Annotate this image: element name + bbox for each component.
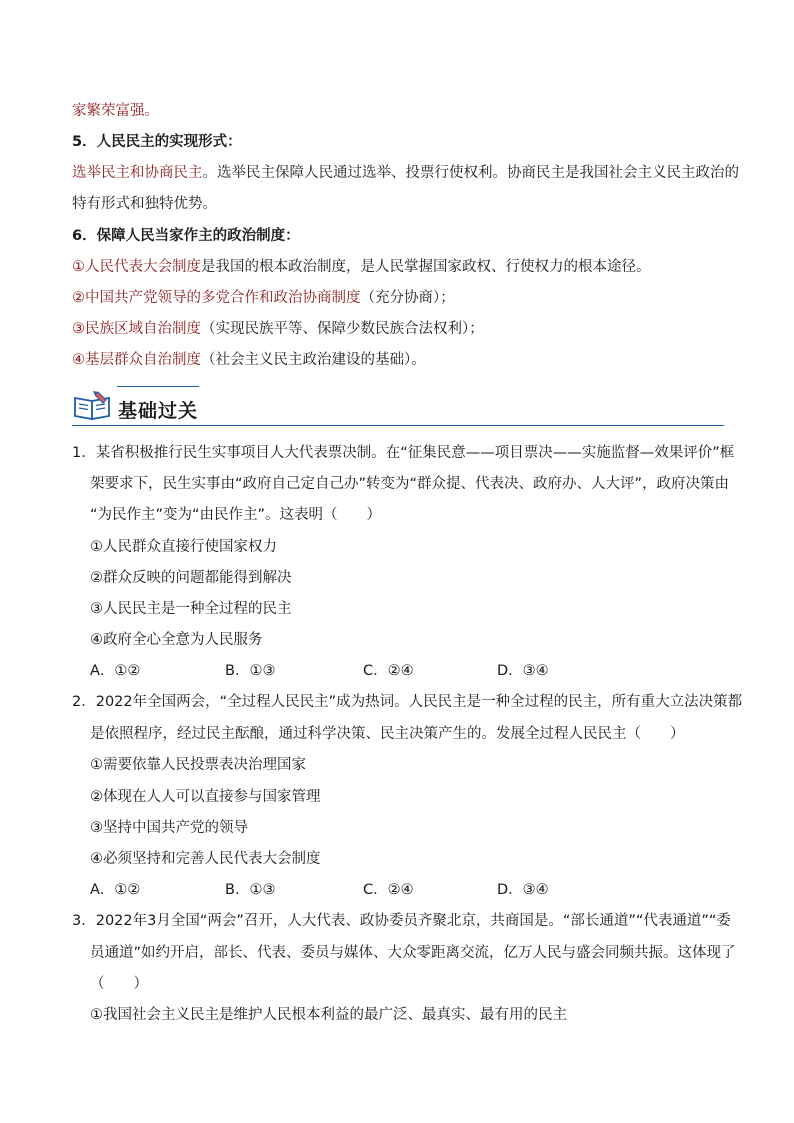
- statement: ④必须坚持和完善人民代表大会制度: [90, 851, 321, 867]
- question-2-stem: 2．2022年全国两会，“全过程人民民主”成为热词。人民民主是一种全过程的民主，所有重大立法决策都: [72, 694, 743, 710]
- system-item: [72, 350, 426, 370]
- paragraph-5-line2: 特有形式和独特优势。: [72, 196, 217, 212]
- option-c[interactable]: C．②④: [363, 882, 414, 898]
- question-1-stem: “为民作主”变为“由民作主”。这表明（ ）: [90, 507, 382, 523]
- system-item: [72, 288, 455, 308]
- option-c[interactable]: C．②④: [363, 663, 414, 679]
- statement: ①人民群众直接行使国家权力: [90, 539, 277, 555]
- body-text: （充分协商）；: [360, 290, 455, 306]
- body-text: （社会主义民主政治建设的基础）。: [201, 352, 426, 368]
- statement: ③坚持中国共产党的领导: [90, 820, 248, 836]
- statement: ③人民民主是一种全过程的民主: [90, 601, 292, 617]
- section-title: 基础过关: [118, 400, 199, 422]
- option-d[interactable]: D．③④: [497, 663, 549, 679]
- option-b[interactable]: B．①③: [225, 882, 276, 898]
- section-divider: [72, 425, 724, 426]
- heading-5: 5．人民民主的实现形式：: [72, 134, 242, 150]
- statement: ④政府全心全意为人民服务: [90, 632, 263, 648]
- system-item: [72, 257, 651, 277]
- option-b[interactable]: B．①③: [225, 663, 276, 679]
- highlight-text: ④基层群众自治制度: [72, 352, 201, 368]
- question-3-stem: 3．2022年3月全国“两会”召开，人大代表、政协委员齐聚北京，共商国是。“部长通道”“代表通道”“委: [72, 913, 731, 929]
- option-a[interactable]: A．①②: [90, 663, 141, 679]
- body-text: 是我国的根本政治制度，是人民掌握国家政权、行使权力的根本途径。: [201, 259, 651, 275]
- question-3-stem: 员通道”如约开启，部长、代表、委员与媒体、大众零距离交流，亿万人民与盛会同频共振。这体现了: [90, 945, 736, 961]
- highlight-text: ③民族区域自治制度: [72, 321, 201, 337]
- highlight-text: ②中国共产党领导的多党合作和政治协商制度: [72, 290, 361, 306]
- statement: ②体现在人人可以直接参与国家管理: [90, 789, 321, 805]
- option-a[interactable]: A．①②: [90, 882, 141, 898]
- highlight-text: 选举民主和协商民主: [72, 165, 203, 181]
- question-1-stem: 1．某省积极推行民生实事项目人大代表票决制。在“征集民意——项目票决——实施监督—效果评价”框: [72, 445, 735, 461]
- paragraph-5: [72, 163, 739, 183]
- text-line: 家繁荣富强。: [72, 103, 159, 119]
- section-top-rule: [117, 386, 199, 387]
- question-2-stem: 是依照程序，经过民主酝酿，通过科学决策、民主决策产生的。发展全过程人民民主（ ）: [90, 726, 685, 742]
- heading-6: 6．保障人民当家作主的政治制度：: [72, 228, 300, 244]
- body-text: （实现民族平等、保障少数民族合法权利）；: [201, 321, 484, 337]
- book-pen-icon: [72, 388, 114, 422]
- statement: ②群众反映的问题都能得到解决: [90, 570, 292, 586]
- statement: ①我国社会主义民主是维护人民根本利益的最广泛、最真实、最有用的民主: [90, 1007, 567, 1023]
- statement: ①需要依靠人民投票表决治理国家: [90, 757, 306, 773]
- body-text: 。选举民主保障人民通过选举、投票行使权利。协商民主是我国社会主义民主政治的: [202, 165, 739, 181]
- highlight-text: ①人民代表大会制度: [72, 259, 201, 275]
- question-3-stem: （ ）: [90, 976, 148, 992]
- option-d[interactable]: D．③④: [497, 882, 549, 898]
- system-item: [72, 319, 484, 339]
- question-1-stem: 架要求下，民生实事由“政府自己定自己办”转变为“群众提、代表决、政府办、人大评”，政府决策由: [90, 476, 730, 492]
- section-header: [72, 386, 724, 426]
